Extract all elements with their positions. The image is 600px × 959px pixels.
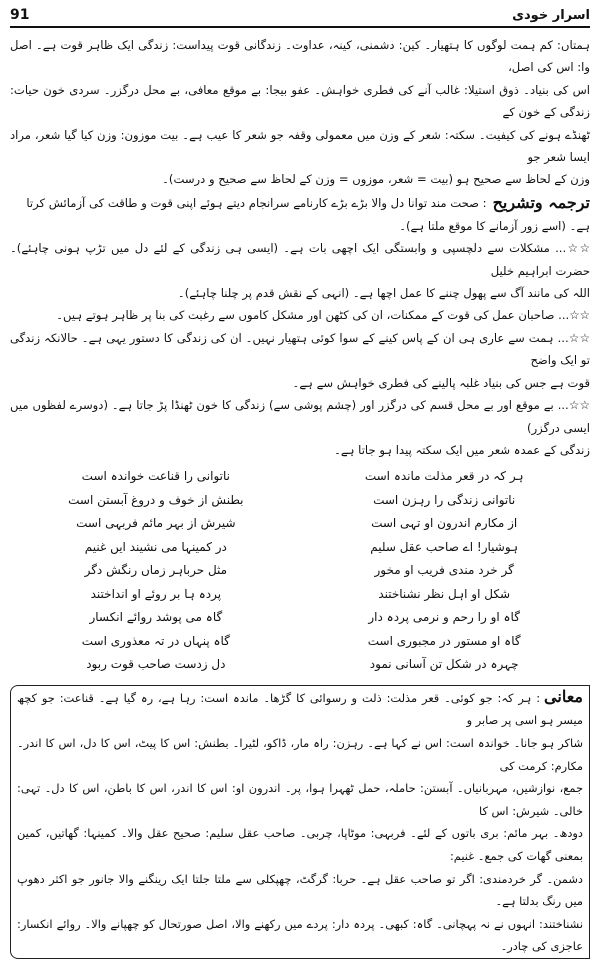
verse-row [28, 583, 572, 607]
verse-row [28, 489, 572, 513]
verse-row [28, 630, 572, 654]
verse-row [28, 606, 572, 630]
verse-second-hemistich: ناتوانی را قناعت خواندہ است [81, 469, 231, 484]
translation-line: اللہ کی مانند آگ سے پھول چننے کا عمل اچھا ہے۔ (انہی کے نقش قدم پر چلنا چاہئے)۔ [177, 286, 590, 301]
verse-second-hemistich: شیرش از بہر مائم فربہی است [76, 516, 236, 531]
verse-first-hemistich: ناتوانی زندگی را رہزن است [373, 492, 516, 507]
meanings-line: شاکر ہو جانا۔ خواندہ است: اس نے کہا ہے۔ رہزن: راہ مار، ڈاکو، لٹیرا۔ بطنش: اس کا پیٹ، اس کا دل، اس کا اندر۔ مکارم: کرمت کی [17, 736, 583, 773]
translation-line: ☆☆... بے موقع اور بے محل قسم کی درگزر اور (چشم پوشی سے) زندگی کا خون ٹھنڈا پڑ جاتا ہے۔ (دوسرے لفظوں میں ایسی درگزر) [10, 398, 590, 435]
meanings-box [10, 685, 590, 959]
book-title: اسرار خودی [512, 7, 590, 23]
verse-first-hemistich: گاہ او را رحم و نرمی پردہ دار [368, 610, 520, 625]
verse-second-hemistich: پردہ ہا بر روئے او انداختند [90, 586, 222, 601]
intro-line: ہمتاں: کم ہمت لوگوں کا ہتھیار۔ کین: دشمنی، کینہ، عداوت۔ زندگانی قوت پیداست: زندگی ایک ظاہر قوت ہے۔ اصل وا: اس کی اصل، [10, 38, 590, 75]
meanings-line-text: : ہر کہ: جو کوئی۔ قعر مذلت: ذلت و رسوائی کا گڑھا۔ ماندہ است: رہا ہے، رہ گیا ہے۔ قناعت: جو کچھ میسر ہو اسی پر صابر و [17, 690, 583, 728]
verse-second-hemistich: در کمینہا می نشیند ایں غنیم [84, 539, 227, 554]
verse-row [28, 512, 572, 536]
section-first-line: : صحت مند توانا دل والا بڑے بڑے کارنامے سرانجام دیتے ہوئے اپنی قوت و طاقت کی آزمائش کرتا [26, 195, 487, 210]
meanings-line: دشمن۔ گر خردمندی: اگر تو صاحب عقل ہے۔ حربا: گرگٹ، چھپکلی سے ملتا جلتا ایک رینگنے والا جانور جو اکثر دھوپ میں رنگ بدلتا ہے۔ [17, 871, 583, 909]
verse-first-hemistich: گر خرد مندی فریب او مخور [374, 563, 514, 578]
verse-second-hemistich: دل زدست صاحب قوت ربود [86, 657, 226, 672]
verse-first-hemistich: شکل او اہل نظر نشناختند [378, 586, 511, 601]
verse-row [28, 465, 572, 489]
verse-row [28, 536, 572, 560]
meanings-line: نشناختند: انہوں نے نہ پہچانی۔ گاہ: کبھی۔ پردہ دار: پردے میں رکھنے والا، اصل صورتحال کو چھپانے والا۔ روائے انکسار: عاجزی کی چادر۔ [17, 916, 583, 954]
translation-line: زندگی کے عمدہ شعر میں ایک سکتہ پیدا ہو جاتا ہے۔ [334, 442, 590, 457]
meanings-line: جمع، نوازشیں، مہربانیاں۔ آبستن: حاملہ، حمل ٹھہرا ہوا، پر۔ اندرون او: اس کا اندر، اس کا باطن، اس کا دل۔ تہی: خالی۔ شیرش: اس کا [17, 781, 583, 818]
persian-verses [10, 465, 590, 677]
section-title: ترجمہ وتشریح [492, 192, 590, 212]
verse-first-hemistich: ہر کہ در قعر مذلت ماندہ است [364, 469, 524, 484]
intro-line: وزن کے لحاظ سے صحیح ہو (بیت = شعر، موزوں = وزن کے لحاظ سے صحیح و درست)۔ [162, 172, 590, 187]
translation-body [10, 215, 590, 461]
verse-row [28, 653, 572, 677]
translation-heading-row [10, 191, 590, 215]
verse-second-hemistich: بطنش از خوف و دروغ آبستن است [68, 492, 244, 507]
verse-first-hemistich: چہرہ در شکل تن آسانی نمود [369, 657, 519, 672]
translation-line: ☆☆... مشکلات سے دلچسپی و وابستگی ایک اچھی بات ہے۔ (ایسی ہی زندگی کے لئے دل میں تڑپ ہونی چاہئے)۔ حضرت ابراہیم خلیل [10, 241, 590, 278]
verse-second-hemistich: مثل حرباہر زماں رنگش دگر [84, 563, 228, 578]
meanings-first-line [17, 686, 583, 732]
verse-second-hemistich: گاہ پنہاں در تہ معذوری است [81, 633, 230, 648]
translation-line: ہے۔ (اسے زور آزمانے کا موقع ملتا ہے)۔ [399, 218, 590, 233]
translation-line: قوت ہے جس کی بنیاد غلبہ پالینے کی فطری خواہش سے ہے۔ [292, 375, 590, 390]
meanings-label: معانی [544, 686, 583, 706]
verse-first-hemistich: گاہ او مستور در مجبوری است [367, 633, 521, 648]
glossary-intro [10, 34, 590, 191]
page-number: 91 [10, 7, 30, 23]
verse-second-hemistich: گاہ می پوشد روائے انکسار [89, 610, 223, 625]
intro-line: اس کی بنیاد۔ ذوق استیلا: غالب آنے کی فطری خواہش۔ عفو بیجا: بے موقع معافی، بے محل درگزر۔ سردی خون حیات: زندگی کے خون کے [10, 82, 590, 120]
intro-line: ٹھنڈے ہونے کی کیفیت۔ سکتہ: شعر کے وزن میں معمولی وقفہ جو شعر کا عیب ہے۔ بیت موزون: وزن کیا گیا شعر، مراد ایسا شعر جو [10, 127, 590, 165]
verse-first-hemistich: از مکارم اندرون او تہی است [371, 516, 518, 531]
translation-line: ☆☆... ہمت سے عاری ہی ان کے پاس کینے کے سوا کوئی ہتھیار نہیں۔ ان کی زندگی کا دستور یہی ہے۔ حالانکہ زندگی تو ایک واضح [10, 330, 590, 368]
verse-row [28, 559, 572, 583]
translation-line: ☆☆... صاحبان عمل کی قوت کے ممکنات، ان کی کٹھن اور مشکل کاموں سے رغبت کی بنا پر ظاہر ہوتے ہیں۔ [56, 308, 590, 323]
page-header [10, 4, 590, 28]
meanings-line: دودھ۔ بہر مائم: بری باتوں کے لئے۔ فربہی: موٹاپا، چربی۔ صاحب عقل سلیم: صحیح عقل والا۔ کمینہا: گھاتیں، کمین بمعنی گھات کی جمع۔ غنیم: [17, 826, 583, 863]
verse-first-hemistich: ہوشیار! اے صاحب عقل سلیم [370, 539, 519, 554]
